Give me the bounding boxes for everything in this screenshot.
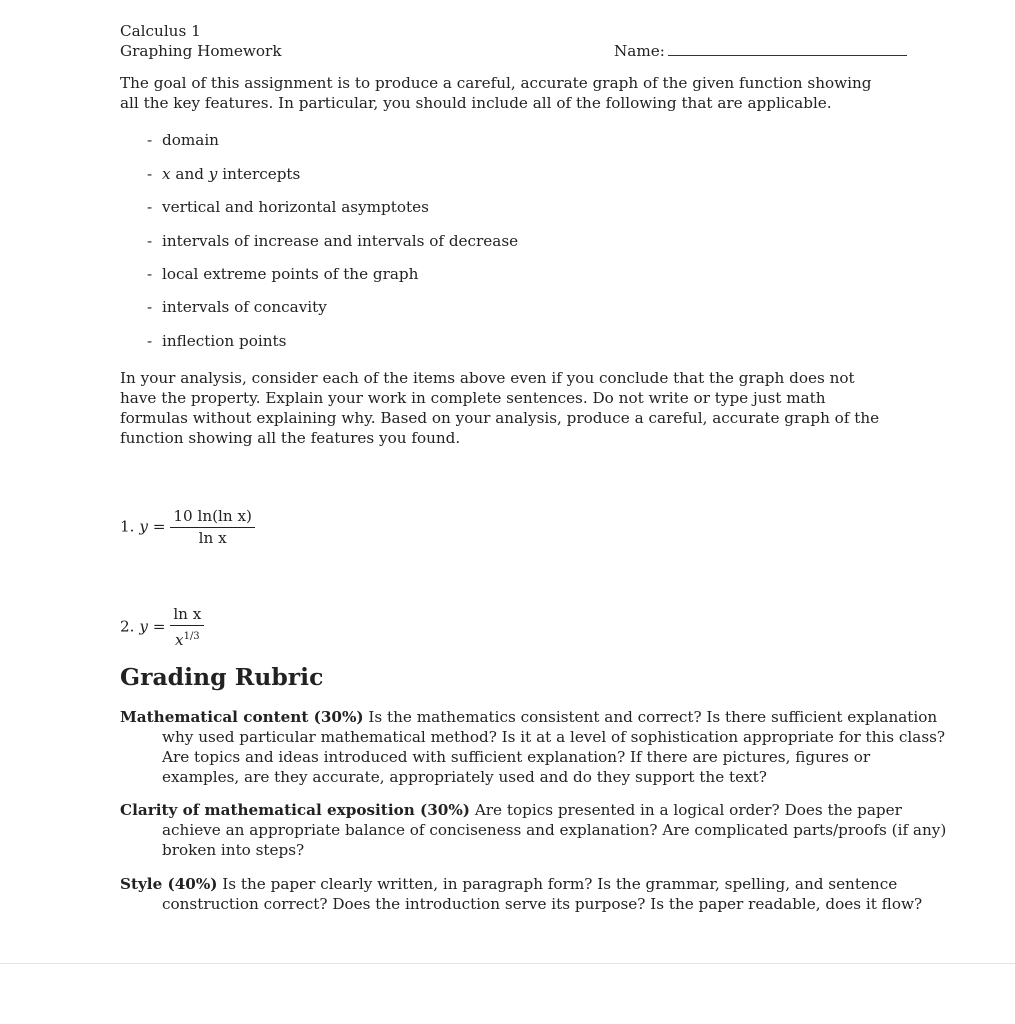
problem-2: 2. y = $\frac{\text{ln x}}{x^{1/3}}$ — [120, 605, 204, 650]
feature-item-domain: - domain — [147, 131, 219, 149]
feature-item-inflection: - inflection points — [147, 332, 287, 350]
feature-item-concavity: - intervals of concavity — [147, 298, 327, 316]
analysis-paragraph: In your analysis, consider each of the items above even if you conclude that the graph does not have the property. Explain your work in complete sentences. Do not write or type just math formulas without explaining why. Based on your analysis, produce a careful, accurate graph of the function showing all the features you found. — [120, 369, 880, 447]
feature-item-asymptotes: - vertical and horizontal asymptotes — [147, 198, 429, 216]
problem-1-fraction — [170, 507, 255, 548]
name-blank-line — [668, 55, 907, 56]
rubric-item-label: Style (40%) — [120, 875, 218, 893]
rubric-item-text: Are topics presented in a logical order? Does the paper achieve an appropriate balance of conciseness and explanation? Are complicated parts/proofs (if any) broken into steps? — [162, 801, 947, 859]
intro-paragraph: The goal of this assignment is to produce a careful, accurate graph of the given function showing all the key features. In particular, you should include all of the following that are applicable. — [120, 74, 872, 112]
rubric-item-math-content — [120, 707, 949, 787]
rubric-item-text: Is the paper clearly written, in paragraph form? Is the grammar, spelling, and sentence construction correct? Does the introduction serve its purpose? Is the paper readable, does it flow? — [162, 875, 923, 913]
assignment-title: Graphing Homework — [120, 42, 282, 60]
name-label: Name: — [614, 42, 665, 60]
feature-item-intercepts: - x and y intercepts — [147, 165, 301, 183]
problem-2-denominator: $x^{1/3}$ — [175, 631, 200, 650]
problem-2-fraction — [170, 605, 204, 650]
feature-item-extremes: - local extreme points of the graph — [147, 265, 419, 283]
course-title: Calculus 1 — [120, 22, 201, 40]
rubric-item-clarity — [120, 800, 949, 860]
rubric-item-text: Is the mathematics consistent and correct? Is there sufficient explanation why used particular mathematical method? Is it at a level of sophistication appropriate for this class? Are topics and ideas introduced with sufficient explanation? If there are pictures, figures or examples, are they accurate, appropriately used and do they support the text? — [162, 708, 946, 786]
rubric-heading: Grading Rubric — [120, 663, 324, 691]
rubric-item-style — [120, 874, 949, 914]
rubric-item-label: Mathematical content (30%) — [120, 708, 364, 726]
rubric-item-label: Clarity of mathematical exposition (30%) — [120, 801, 470, 819]
problem-1: 1. y = $\frac{\text{10 ln(ln x)}}{\text{ln x}}$ — [120, 507, 255, 548]
page-bottom-divider — [0, 963, 1015, 964]
problem-1-denominator: ln x — [198, 529, 227, 547]
problem-2-numerator: ln x — [170, 605, 204, 626]
feature-item-intervals: - intervals of increase and intervals of decrease — [147, 232, 519, 250]
problem-1-numerator: 10 ln(ln x) — [170, 507, 255, 528]
